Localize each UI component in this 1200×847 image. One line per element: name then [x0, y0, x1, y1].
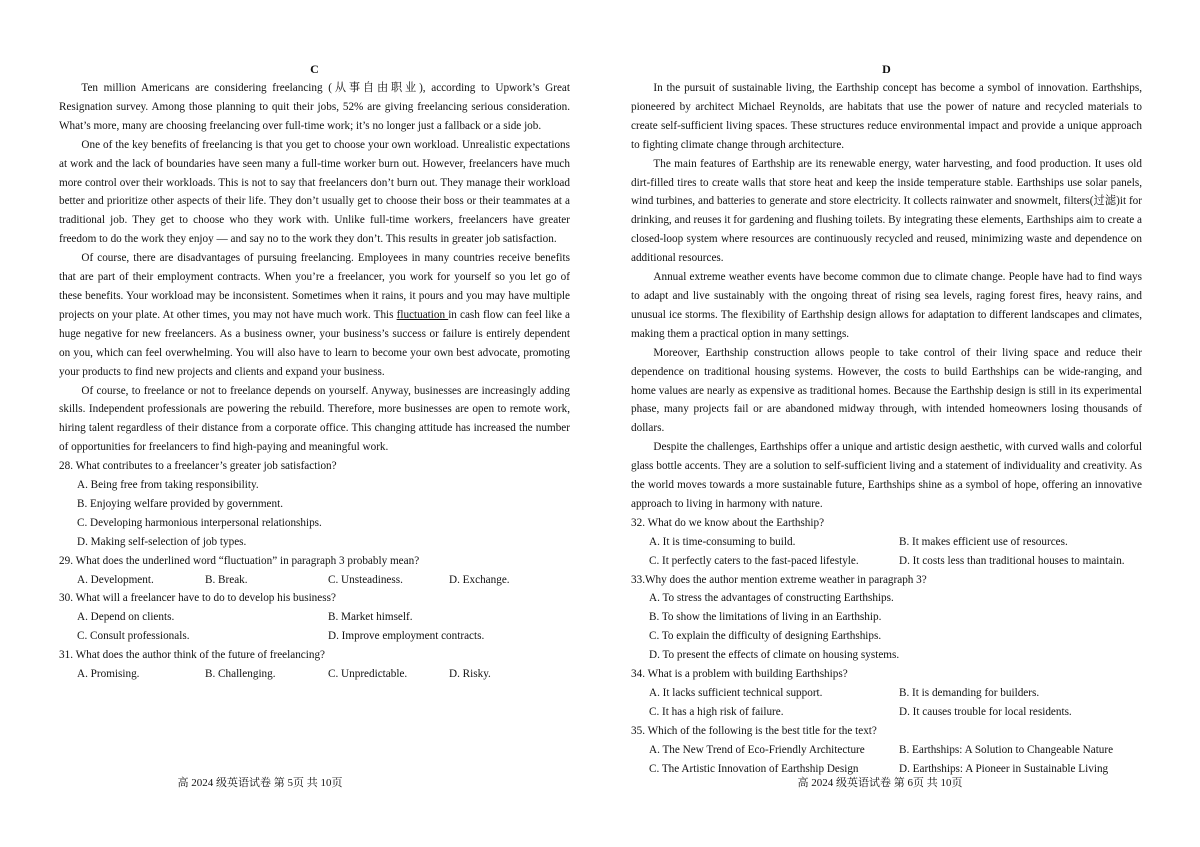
- answer-option: B. It is demanding for builders.: [899, 687, 1040, 699]
- option-list: [631, 741, 1142, 779]
- option-list: [59, 476, 570, 552]
- question-stem: 31. What does the author think of the future of freelancing?: [59, 649, 326, 662]
- answer-option: C. It has a high risk of failure.: [649, 705, 784, 718]
- paragraph: Of course, to freelance or not to freelance depends on yourself. Anyway, businesses are increasingly adding skills. Independent professionals are powering the rebuild. Therefore, more businesses are open to remote work, hiring talent regardless of their distance from a corporate office. This changing attitude has increased the number of opportunities for freelancers to find high-paying and meaningful work.: [59, 384, 570, 454]
- answer-option: C. Unpredictable.: [328, 668, 408, 681]
- option-list: [59, 571, 570, 590]
- option-list: [631, 589, 1142, 665]
- answer-option: C. Developing harmonious interpersonal relationships.: [77, 516, 322, 529]
- answer-option: A. The New Trend of Eco-Friendly Architecture: [649, 743, 865, 756]
- paragraph: One of the key benefits of freelancing is that you get to choose your own workload. Unrealistic expectations at work and the lack of boundaries have seen many a full-time worker burn out. However, freelancers have much more control over their workloads. This is not to say that freelancers don’t burn out. They manage their workload better and prioritize other aspects of their life. They don’t usually get to choose their boss or their teammates at a traditional job. They get to choose who they work with. Unlike full-time workers, freelancers have greater freedom to do the work they enjoy — and say no to the work they don’t. This results in greater job satisfaction.: [59, 138, 570, 246]
- answer-option: C. Unsteadiness.: [328, 573, 403, 586]
- answer-option: B. Challenging.: [205, 668, 276, 681]
- paragraph-text: Of course, there are disadvantages of pursuing freelancing. Employees in many countries receive benefits that are part of their employment contracts. When you’re a freelancer, you work for yourself so you let go of these benefits. Your workload may be inconsistent. Sometimes when it rains, it pours and you may have multiple projects on your plate. At other times, you may not have much work. This: [59, 252, 570, 321]
- question-list: [631, 514, 1142, 779]
- question-stem: 28. What contributes to a freelancer’s greater job satisfaction?: [59, 460, 337, 473]
- left-column: [59, 60, 570, 684]
- question-stem: 34. What is a problem with building Earthships?: [631, 668, 848, 681]
- right-page: [600, 0, 1200, 847]
- answer-option: D. It causes trouble for local residents.: [899, 705, 1072, 718]
- question-stem: 32. What do we know about the Earthship?: [631, 516, 825, 529]
- answer-option: C. To explain the difficulty of designing Earthships.: [649, 630, 882, 643]
- paragraph: Despite the challenges, Earthships offer a unique and artistic design aesthetic, with curved walls and colorful glass bottle accents. They are a solution to self-sufficient living and a statement of individuality and creativity. As the world moves towards a more sustainable future, Earthships shine as a symbol of hope, offering an innovative approach to living in harmony with nature.: [631, 441, 1142, 510]
- paragraph-text: in cash flow can feel like a huge negative for new freelancers. As a business owner, your business’s success or failure is entirely dependent on you, which can feel overwhelming. You will also have to learn to become your own best advocate, promoting your products to find new projects and clients and expand your business.: [59, 308, 570, 378]
- answer-option: D. Exchange.: [449, 573, 510, 586]
- question-stem: 29. What does the underlined word “fluctuation” in paragraph 3 probably mean?: [59, 554, 420, 567]
- paragraph: Ten million Americans are considering freelancing (从事自由职业), according to Upwork’s Great Resignation survey. Among those planning to quit their jobs, 52% are giving freelancing serious consideration. What’s more, many are choosing freelancing over full-time work; it’s no longer just a fallback or a side job.: [59, 82, 570, 132]
- answer-option: D. To present the effects of climate on housing systems.: [649, 649, 900, 662]
- paragraph: [59, 249, 570, 381]
- paragraph: In the pursuit of sustainable living, the Earthship concept has become a symbol of innovation. Earthships, pioneered by architect Michael Reynolds, are habitats that use the power of nature and recycled materials to create self-sufficient living spaces. These structures reduce environmental impact and provide a unique approach to fighting climate change through architecture.: [631, 82, 1142, 151]
- question-stem: 35. Which of the following is the best title for the text?: [631, 724, 877, 737]
- option-list: [631, 684, 1142, 722]
- answer-option: A. Promising.: [77, 668, 140, 681]
- section-title-c: C: [310, 62, 319, 76]
- answer-option: B. Break.: [205, 573, 248, 586]
- paragraph: The main features of Earthship are its renewable energy, water harvesting, and food production. It uses old dirt-filled tires to create walls that store heat and keep the inside temperature stable. Earthships use solar panels, wind turbines, and batteries to generate and store electricity. It collects rainwater and snowmelt, filters(过滤)it for drinking, and reuses it for gardening and flushing toilets. By integrating these elements, Earthships aim to create a closed-loop system where resources are continuously recycled and reused, minimizing waste and dependence on additional resources.: [631, 157, 1142, 265]
- answer-option: D. Improve employment contracts.: [328, 630, 485, 643]
- answer-option: A. Depend on clients.: [77, 611, 175, 624]
- answer-option: A. Development.: [77, 573, 154, 586]
- underlined-word: fluctuation: [396, 308, 449, 321]
- answer-option: D. It costs less than traditional houses to maintain.: [899, 554, 1125, 567]
- answer-option: B. Enjoying welfare provided by government.: [77, 497, 283, 510]
- answer-option: A. To stress the advantages of constructing Earthships.: [649, 592, 894, 605]
- answer-option: A. It is time-consuming to build.: [649, 535, 796, 548]
- answer-option: C. Consult professionals.: [77, 630, 190, 643]
- question-list: [59, 457, 570, 684]
- answer-option: B. Earthships: A Solution to Changeable Nature: [899, 743, 1114, 756]
- answer-option: B. It makes efficient use of resources.: [899, 535, 1068, 548]
- paragraph-list: [631, 79, 1142, 514]
- answer-option: C. The Artistic Innovation of Earthship Design: [649, 762, 859, 775]
- paragraph: Annual extreme weather events have become common due to climate change. People have had to find ways to adapt and live sustainably with the ongoing threat of rising sea levels, raging forest fires, heavy rains, and unusual ice storms. The flexibility of Earthship design allows for adaptation to different landscapes and climates, making them a practical option in many settings.: [631, 271, 1142, 340]
- option-list: [59, 608, 570, 646]
- answer-option: A. Being free from taking responsibility.: [77, 479, 259, 492]
- answer-option: B. To show the limitations of living in an Earthship.: [649, 611, 882, 624]
- page-footer: 高 2024 级英语试卷 第 5页 共 10页: [177, 777, 343, 789]
- option-list: [631, 533, 1142, 571]
- question-stem: 30. What will a freelancer have to do to develop his business?: [59, 592, 336, 605]
- question-stem: 33.Why does the author mention extreme weather in paragraph 3?: [631, 573, 927, 586]
- section-title-d: D: [882, 62, 891, 76]
- right-column: [631, 60, 1142, 779]
- answer-option: C. It perfectly caters to the fast-paced lifestyle.: [649, 554, 859, 567]
- option-list: [59, 665, 570, 684]
- answer-option: B. Market himself.: [328, 611, 413, 624]
- answer-option: D. Risky.: [449, 668, 491, 681]
- answer-option: D. Earthships: A Pioneer in Sustainable Living: [899, 762, 1109, 775]
- answer-option: A. It lacks sufficient technical support.: [649, 687, 823, 699]
- page-footer: 高 2024 级英语试卷 第 6页 共 10页: [797, 777, 963, 789]
- answer-option: D. Making self-selection of job types.: [77, 535, 247, 548]
- paragraph: Moreover, Earthship construction allows people to take control of their living space and reduce their dependence on traditional housing systems. However, the costs to build Earthships can be wide-ranging, and home values are nearly as expensive as traditional homes. Because the Earthship design is still in its experimental phase, many projects fail or are abandoned midway through, with intended homeowners losing thousands of dollars.: [631, 346, 1142, 435]
